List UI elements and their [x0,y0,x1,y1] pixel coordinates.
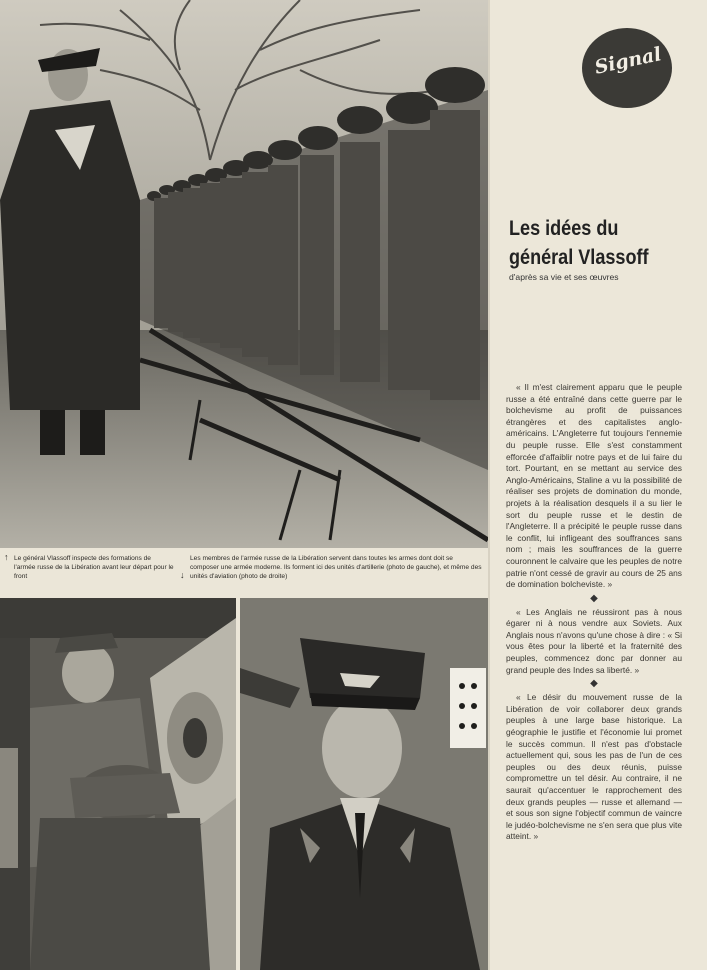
article-subtitle: d'après sa vie et ses œuvres [509,272,619,282]
photo-general-inspecting-troops [0,0,488,548]
separator-icon: ◆ [590,678,598,690]
article-title-line1: Les idées du [509,217,619,240]
article-paragraph: « Les Anglais ne réussiront pas à nous égarer ni à nous vendre aux Soviets. Aux Anglais nous n'avons qu'une chose à dire : « Si vous êtes pour la liberté et la fraternité des peuples, commencez donc par donner au grand peuple des Indes sa liberté. » [506,606,682,675]
photo-captions [0,548,488,598]
caption-left: Le général Vlassoff inspecte des formations de l'armée russe de la Libération avant leur départ pour le front [14,555,174,580]
article-title [509,214,672,272]
separator-icon: ◆ [590,592,598,604]
photo-artillery-soldiers [0,598,236,970]
article-paragraph: « Il m'est clairement apparu que le peuple russe a été entraîné dans cette guerre par le bolchevisme au profit de puissances étrangères et des capitalistes anglo-américains. L'Angleterre fut toujours l'ennemie du peuple russe. Elle s'est constamment efforcée d'affaiblir notre pays et de lui faire du tort. Pourtant, en se mettant au service des Anglo-Américains, Staline a vu la possibilité de réaliser ses projets de domination du monde, projets à la réalisation desquels il a su lier le sort du peuple russe et le destin de l'Angleterre. Il a précipité le peuple russe dans le conflit, lui infligeant des souffrances sans nom ; mais les souffrances de la guerre couronnent le calvaire que les peuples de notre patrie n'ont cessé de gravir au cours de 25 ans de domination bolcheviste. » [506,382,682,590]
arrow-down-icon: ↓ [180,570,185,580]
caption-right: Les membres de l'armée russe de la Libération servent dans toutes les armes dont doit se composer une armée moderne. Ils forment ici des unités d'artillerie (photo de gauche), et même des unités d'aviation (photo de droite) [190,555,482,580]
photo-aviation-officer [240,598,488,970]
brand-logo-text: Signal [592,43,664,79]
article-body [506,382,682,843]
article-title-line2: général Vlassoff [509,246,649,269]
article-paragraph: « Le désir du mouvement russe de la Libération de voir collaborer deux grands peuples à une large base historique. La géographie le justifie et l'économie lui promet le succès commun. Il n'est pas d'obstacle actuellement qui, sous les pas de l'un de ces peuples ou des deux réunis, puisse compromettre un tel désir. Au contraire, il ne saurait qu'accentuer le rapprochement des deux grands peuples — russe et allemand — et sous son signe l'objectif commun de vaincre le judéo-bolchevisme ne s'en sera que plus vite atteint. » [506,692,682,842]
arrow-up-icon: ↑ [4,552,9,562]
